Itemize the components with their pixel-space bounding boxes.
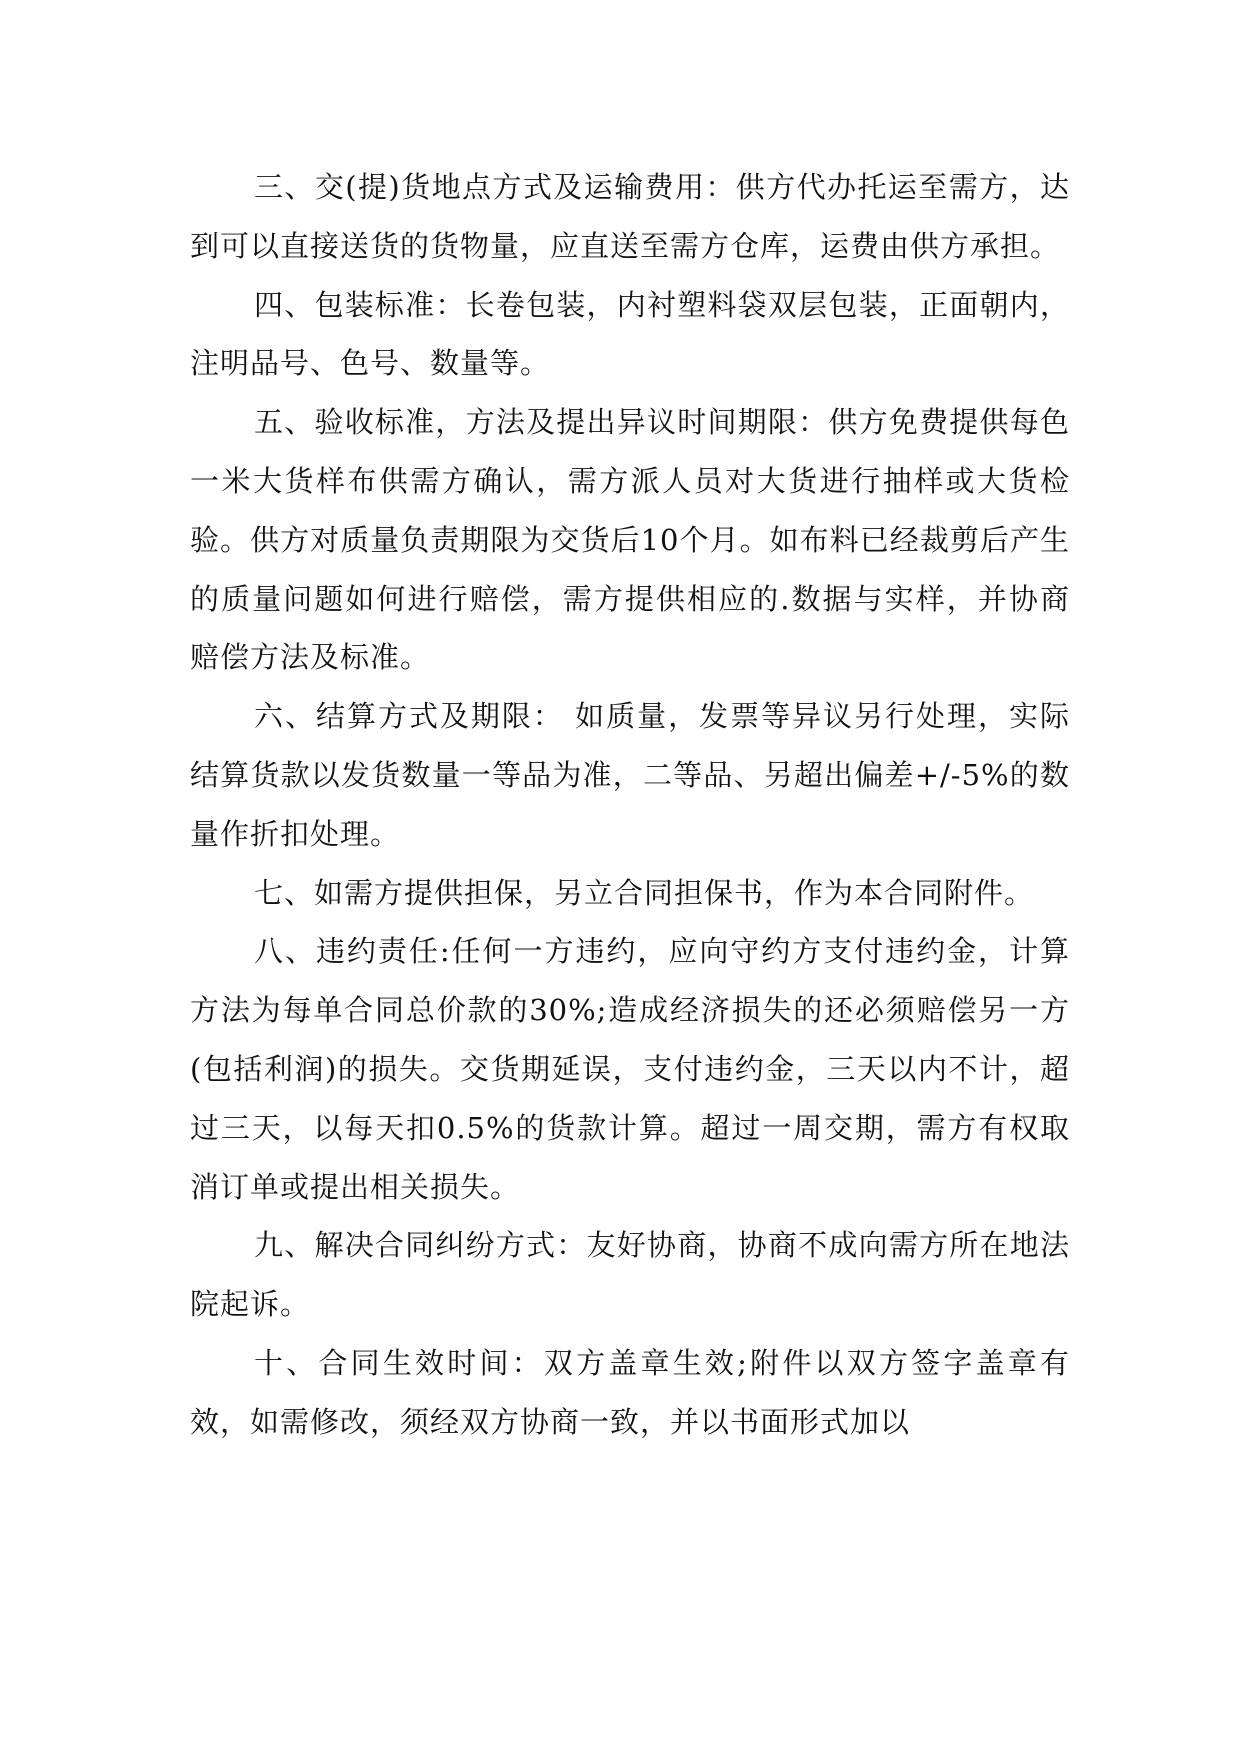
clause-packaging: 四、包装标准：长卷包装，内衬塑料袋双层包装，正面朝内，注明品号、色号、数量等。 [190,287,1070,381]
clause-guarantee: 七、如需方提供担保，另立合同担保书，作为本合同附件。 [254,875,1035,910]
clause-dispute: 九、解决合同纠纷方式：友好协商，协商不成向需方所在地法院起诉。 [190,1228,1070,1322]
clause-delivery: 三、交(提)货地点方式及运输费用：供方代办托运至需方，达到可以直接送货的货物量，应直送至需方仓库，运费由供方承担。 [190,170,1070,263]
contract-body [190,158,1070,1452]
clause-inspection: 五、验收标准，方法及提出异议时间期限：供方免费提供每色一米大货样布供需方确认，需方派人员对大货进行抽样或大货检验。供方对质量负责期限为交货后10个月。如布料已经裁剪后产生的质量问题如何进行赔偿，需方提供相应的.数据与实样，并协商赔偿方法及标准。 [190,405,1070,675]
clause-settlement: 六、结算方式及期限： 如质量，发票等异议另行处理，实际结算货款以发货数量一等品为准，二等品、另超出偏差+/-5%的数量作折扣处理。 [190,699,1070,851]
clause-liability: 八、违约责任:任何一方违约，应向守约方支付违约金，计算方法为每单合同总价款的30%;造成经济损失的还必须赔偿另一方(包括利润)的损失。交货期延误，支付违约金，三天以内不计，超过三天，以每天扣0.5%的货款计算。超过一周交期，需方有权取消订单或提出相关损失。 [190,934,1070,1204]
clause-effective-date: 十、合同生效时间：双方盖章生效;附件以双方签字盖章有效，如需修改，须经双方协商一致，并以书面形式加以 [190,1345,1070,1439]
